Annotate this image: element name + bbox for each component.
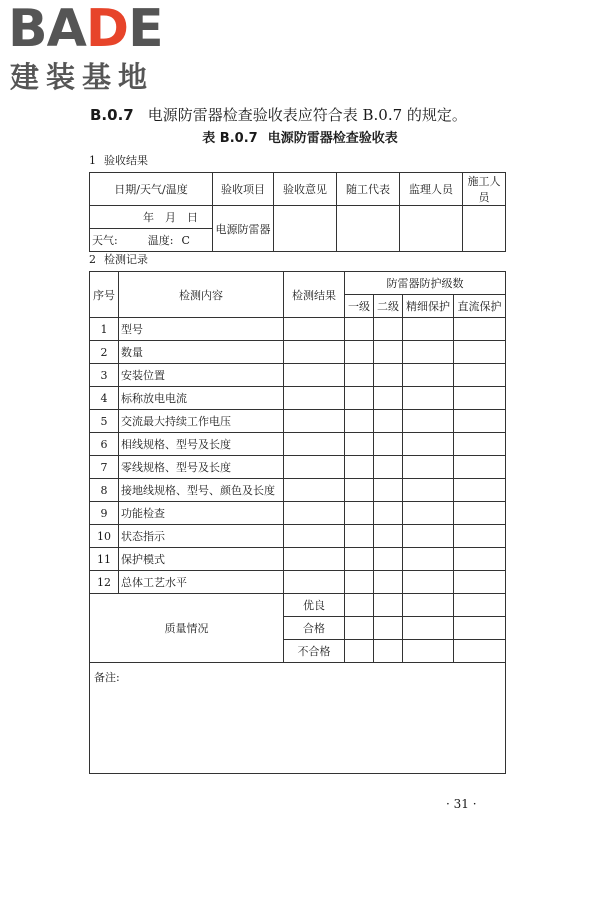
blank-cell bbox=[403, 571, 454, 594]
table-row bbox=[90, 341, 506, 364]
table-number: 表 B.0.7 bbox=[202, 131, 258, 146]
table-row bbox=[90, 571, 506, 594]
blank-cell bbox=[374, 640, 403, 663]
table-row bbox=[90, 433, 506, 456]
blank-cell bbox=[454, 479, 506, 502]
representative-cell bbox=[337, 206, 400, 252]
page-number: · 31 · bbox=[446, 797, 477, 811]
row-content: 相线规格、型号及长度 bbox=[119, 433, 284, 456]
blank-cell bbox=[345, 617, 374, 640]
row-content: 安装位置 bbox=[119, 364, 284, 387]
header-protection-level: 防雷器防护级数 bbox=[345, 272, 506, 295]
table-row bbox=[90, 525, 506, 548]
blank-cell bbox=[345, 456, 374, 479]
header-date: 日期/天气/温度 bbox=[90, 173, 213, 206]
blank-cell bbox=[374, 410, 403, 433]
row-seq: 9 bbox=[90, 502, 119, 525]
header-dc-protection: 直流保护 bbox=[454, 295, 506, 318]
blank-cell bbox=[374, 617, 403, 640]
row-seq: 2 bbox=[90, 341, 119, 364]
header-fine-protection: 精细保护 bbox=[403, 295, 454, 318]
blank-cell bbox=[403, 410, 454, 433]
blank-cell bbox=[374, 318, 403, 341]
clause-text: 电源防雷器检查验收表应符合表 B.0.7 的规定。 bbox=[147, 106, 467, 124]
row-content: 功能检查 bbox=[119, 502, 284, 525]
acceptance-item: 电源防雷器 bbox=[213, 206, 274, 252]
row-content: 接地线规格、型号、颜色及长度 bbox=[119, 479, 284, 502]
row-seq: 6 bbox=[90, 433, 119, 456]
blank-cell bbox=[284, 456, 345, 479]
blank-cell bbox=[454, 318, 506, 341]
row-seq: 11 bbox=[90, 548, 119, 571]
blank-cell bbox=[454, 410, 506, 433]
header-representative: 随工代表 bbox=[337, 173, 400, 206]
row-seq: 3 bbox=[90, 364, 119, 387]
section-acceptance-title: 1 验收结果 bbox=[89, 154, 148, 167]
clause-number: B.0.7 bbox=[90, 106, 134, 124]
section-inspection-title: 2 检测记录 bbox=[89, 253, 148, 266]
blank-cell bbox=[403, 364, 454, 387]
blank-cell bbox=[345, 594, 374, 617]
blank-cell bbox=[374, 456, 403, 479]
blank-cell bbox=[345, 571, 374, 594]
blank-cell bbox=[345, 525, 374, 548]
header-opinion: 验收意见 bbox=[274, 173, 337, 206]
table-row bbox=[90, 387, 506, 410]
table-row bbox=[90, 410, 506, 433]
row-seq: 1 bbox=[90, 318, 119, 341]
blank-cell bbox=[454, 387, 506, 410]
row-seq: 12 bbox=[90, 571, 119, 594]
blank-cell bbox=[454, 571, 506, 594]
blank-cell bbox=[345, 387, 374, 410]
inspection-table bbox=[89, 271, 506, 774]
blank-cell bbox=[374, 502, 403, 525]
blank-cell bbox=[454, 456, 506, 479]
table-row bbox=[90, 173, 506, 206]
blank-cell bbox=[374, 525, 403, 548]
row-seq: 8 bbox=[90, 479, 119, 502]
blank-cell bbox=[345, 433, 374, 456]
blank-cell bbox=[345, 364, 374, 387]
blank-cell bbox=[403, 548, 454, 571]
blank-cell bbox=[345, 640, 374, 663]
remarks-label: 备注: bbox=[94, 671, 120, 684]
blank-cell bbox=[403, 341, 454, 364]
header-content: 检测内容 bbox=[119, 272, 284, 318]
blank-cell bbox=[454, 548, 506, 571]
blank-cell bbox=[454, 617, 506, 640]
quality-label: 质量情况 bbox=[90, 594, 284, 663]
blank-cell bbox=[345, 341, 374, 364]
table-row bbox=[90, 318, 506, 341]
header-supervisor: 监理人员 bbox=[400, 173, 463, 206]
table-caption bbox=[0, 127, 600, 146]
row-seq: 7 bbox=[90, 456, 119, 479]
date-cell: 年 月 日 bbox=[90, 206, 213, 229]
blank-cell bbox=[454, 502, 506, 525]
blank-cell bbox=[403, 617, 454, 640]
blank-cell bbox=[284, 525, 345, 548]
row-seq: 10 bbox=[90, 525, 119, 548]
header-seq: 序号 bbox=[90, 272, 119, 318]
blank-cell bbox=[403, 640, 454, 663]
table-row bbox=[90, 502, 506, 525]
row-content: 零线规格、型号及长度 bbox=[119, 456, 284, 479]
blank-cell bbox=[284, 410, 345, 433]
blank-cell bbox=[284, 502, 345, 525]
blank-cell bbox=[284, 318, 345, 341]
row-content: 型号 bbox=[119, 318, 284, 341]
table-row bbox=[90, 479, 506, 502]
row-content: 保护模式 bbox=[119, 548, 284, 571]
brand-tagline: 建装基地 bbox=[10, 60, 155, 94]
row-content: 交流最大持续工作电压 bbox=[119, 410, 284, 433]
row-content: 总体工艺水平 bbox=[119, 571, 284, 594]
table-row bbox=[90, 663, 506, 774]
blank-cell bbox=[284, 364, 345, 387]
acceptance-table bbox=[89, 172, 506, 252]
clause-heading bbox=[90, 104, 467, 125]
table-row bbox=[90, 594, 506, 617]
row-content: 数量 bbox=[119, 341, 284, 364]
blank-cell bbox=[454, 640, 506, 663]
blank-cell bbox=[454, 525, 506, 548]
header-result: 检测结果 bbox=[284, 272, 345, 318]
quality-qualified: 合格 bbox=[284, 617, 345, 640]
blank-cell bbox=[374, 364, 403, 387]
table-row bbox=[90, 456, 506, 479]
header-level-2: 二级 bbox=[374, 295, 403, 318]
header-item: 验收项目 bbox=[213, 173, 274, 206]
blank-cell bbox=[374, 548, 403, 571]
blank-cell bbox=[284, 479, 345, 502]
blank-cell bbox=[403, 387, 454, 410]
blank-cell bbox=[403, 479, 454, 502]
blank-cell bbox=[403, 502, 454, 525]
quality-excellent: 优良 bbox=[284, 594, 345, 617]
blank-cell bbox=[403, 318, 454, 341]
blank-cell bbox=[403, 433, 454, 456]
blank-cell bbox=[284, 433, 345, 456]
table-row bbox=[90, 206, 506, 229]
row-content: 标称放电电流 bbox=[119, 387, 284, 410]
header-level-1: 一级 bbox=[345, 295, 374, 318]
blank-cell bbox=[374, 341, 403, 364]
row-seq: 5 bbox=[90, 410, 119, 433]
quality-unqualified: 不合格 bbox=[284, 640, 345, 663]
blank-cell bbox=[403, 456, 454, 479]
blank-cell bbox=[454, 341, 506, 364]
blank-cell bbox=[374, 433, 403, 456]
table-row bbox=[90, 272, 506, 295]
blank-cell bbox=[345, 318, 374, 341]
blank-cell bbox=[284, 341, 345, 364]
blank-cell bbox=[374, 387, 403, 410]
blank-cell bbox=[284, 548, 345, 571]
blank-cell bbox=[345, 479, 374, 502]
opinion-cell bbox=[274, 206, 337, 252]
blank-cell bbox=[345, 548, 374, 571]
blank-cell bbox=[374, 594, 403, 617]
brand-logo: BADE bbox=[8, 0, 163, 59]
table-row bbox=[90, 364, 506, 387]
blank-cell bbox=[454, 594, 506, 617]
blank-cell bbox=[454, 364, 506, 387]
blank-cell bbox=[454, 433, 506, 456]
remarks-cell bbox=[90, 663, 506, 774]
blank-cell bbox=[345, 410, 374, 433]
blank-cell bbox=[403, 594, 454, 617]
blank-cell bbox=[284, 387, 345, 410]
supervisor-cell bbox=[400, 206, 463, 252]
row-content: 状态指示 bbox=[119, 525, 284, 548]
row-seq: 4 bbox=[90, 387, 119, 410]
blank-cell bbox=[284, 571, 345, 594]
table-title: 电源防雷器检查验收表 bbox=[267, 131, 398, 146]
weather-cell: 天气: 温度: C bbox=[90, 229, 213, 252]
header-constructor: 施工人员 bbox=[463, 173, 506, 206]
blank-cell bbox=[345, 502, 374, 525]
blank-cell bbox=[374, 571, 403, 594]
table-row bbox=[90, 548, 506, 571]
blank-cell bbox=[374, 479, 403, 502]
constructor-cell bbox=[463, 206, 506, 252]
blank-cell bbox=[403, 525, 454, 548]
